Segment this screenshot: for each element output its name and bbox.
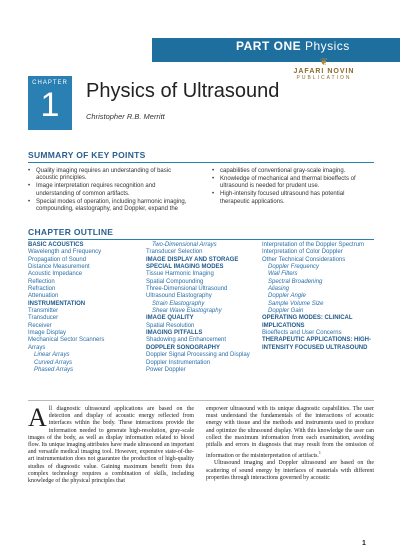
summary-point-continued: • capabilities of conventional gray-scale imaging.	[212, 168, 374, 175]
outline-link[interactable]: Tissue Harmonic Imaging	[146, 271, 214, 278]
outline-link[interactable]: Attenuation	[28, 293, 59, 300]
outline-link[interactable]: Transducer Selection	[146, 249, 203, 256]
outline-section[interactable]: OPERATING MODES: CLINICAL IMPLICATIONS	[262, 315, 353, 329]
summary-heading: SUMMARY OF KEY POINTS	[28, 150, 146, 160]
summary-point: • High-intensity focused ultrasound has potential therapeutic applications.	[212, 191, 374, 206]
outline-link[interactable]: Doppler Angle	[268, 293, 306, 300]
outline-heading: CHAPTER OUTLINE	[28, 227, 114, 237]
outline-link[interactable]: Spatial Compounding	[146, 278, 204, 285]
outline-link[interactable]: Power Doppler	[146, 366, 186, 373]
chapter-label: CHAPTER	[32, 80, 68, 86]
outline-link[interactable]: Receiver	[28, 322, 52, 329]
publisher-subtitle: PUBLICATION	[296, 75, 352, 81]
outline-column-1	[28, 242, 146, 374]
body-column-left	[28, 403, 194, 485]
summary-point: • Special modes of operation, including harmonic imaging, compounding, elastography, and Doppler, expand the	[28, 199, 194, 214]
outline-link[interactable]: Spectral Broadening	[268, 278, 323, 285]
summary-point: • Knowledge of mechanical and thermal bioeffects of ultrasound is needed for prudent use.	[212, 176, 374, 191]
outline-link[interactable]: Ultrasound Elastography	[146, 293, 212, 300]
drop-cap: A	[28, 403, 47, 432]
summary-point: • Image interpretation requires recognition and understanding of common artifacts.	[28, 183, 194, 198]
outline-link[interactable]: Interpretation of Color Doppler	[262, 249, 343, 256]
summary-rule	[28, 162, 374, 163]
outline-link[interactable]: Reflection	[28, 278, 55, 285]
outline-link[interactable]: Doppler Signal Processing and Display	[146, 352, 250, 359]
outline-section[interactable]: SPECIAL IMAGING MODES	[146, 264, 224, 271]
outline-link[interactable]: Transducer	[28, 315, 59, 322]
citation-marker: 1	[318, 450, 321, 456]
outline-link[interactable]: Doppler Instrumentation	[146, 359, 211, 366]
outline-link[interactable]: Interpretation of the Doppler Spectrum	[262, 242, 365, 248]
outline-link[interactable]: Acoustic Impedance	[28, 271, 83, 278]
outline-link[interactable]: Refraction	[28, 286, 56, 293]
publisher-name: JAFARI NOVIN	[293, 68, 355, 75]
outline-link[interactable]: Doppler Gain	[268, 308, 304, 315]
part-number: PART ONE	[236, 39, 302, 53]
chapter-author: Christopher R.B. Merritt	[86, 112, 165, 121]
outline-link[interactable]: Transmitter	[28, 308, 59, 315]
chapter-badge	[28, 76, 72, 130]
outline-link[interactable]: Shadowing and Enhancement	[146, 337, 227, 344]
outline-link[interactable]: Phased Arrays	[34, 366, 74, 373]
outline-link[interactable]: Linear Arrays	[34, 352, 70, 359]
outline-link[interactable]: Spatial Resolution	[146, 322, 195, 329]
chapter-title: Physics of Ultrasound	[86, 80, 280, 102]
outline-column-2	[146, 242, 260, 374]
outline-link[interactable]: Curved Arrays	[34, 359, 73, 366]
outline-link[interactable]: Propagation of Sound	[28, 256, 87, 263]
outline-link[interactable]: Shear Wave Elastography	[152, 308, 222, 315]
publisher-emblem-icon: ❦	[319, 57, 329, 68]
part-name: Physics	[301, 39, 350, 53]
outline-link[interactable]: Mechanical Sector Scanners	[28, 337, 105, 344]
body-paragraph: Ultrasound imaging and Doppler ultrasound are based on the scattering of sound energy by interfaces of materials with different properties through interactions governed by acoustic	[206, 460, 374, 481]
body-paragraph: ll diagnostic ultrasound applications are based on the detection and display of acoustic energy reflected from interfaces within the body. These interactions provide the information needed to generate high-resolution, gray-scale images of the body, as well as display information related to blood flow. Its unique imaging attributes have made ultrasound an important and versatile medical imaging tool. However, expensive state-of-the-art instrumentation does not guarantee the production of high-quality studies of diagnostic value. Gaining maximum benefit from this complex technology requires a combination of skills, including knowledge of the physical principles that	[28, 406, 194, 485]
body-column-right	[206, 406, 374, 482]
summary-list-left	[28, 168, 194, 214]
outline-link[interactable]: Aliasing	[268, 286, 290, 293]
outline-link[interactable]: Three-Dimensional Ultrasound	[146, 286, 228, 293]
outline-link[interactable]: Wall Filters	[268, 271, 298, 278]
outline-column-3	[262, 242, 378, 352]
outline-link[interactable]: Doppler Frequency	[268, 264, 320, 271]
body-paragraph: empower ultrasound with its unique diagnostic capabilities. The user must understand the fundamentals of the interactions of acoustic energy with tissue and the methods and instruments used to produce and optimize the ultrasound display. With this knowledge the user can collect the maximum information from each examination, avoiding pitfalls and errors in diagnosis that may result from the omission of information or the misinterpretation of artifacts.$^1$	[206, 406, 374, 460]
chapter-number: 1	[40, 86, 60, 124]
outline-section[interactable]: DOPPLER SONOGRAPHY	[146, 344, 221, 351]
outline-link[interactable]: Sample Volume Size	[268, 300, 324, 307]
outline-link[interactable]: Strain Elastography	[152, 300, 205, 307]
outline-section[interactable]: THERAPEUTIC APPLICATIONS: HIGH-INTENSITY FOCUSED ULTRASOUND	[262, 337, 371, 351]
outline-link[interactable]: Two-Dimensional Arrays	[152, 242, 217, 248]
summary-point: • Quality imaging requires an understanding of basic acoustic principles.	[28, 168, 194, 183]
publisher-logo	[276, 58, 372, 98]
outline-link[interactable]: Bioeffects and User Concerns	[262, 330, 342, 337]
part-label	[236, 39, 350, 53]
outline-section[interactable]: BASIC ACOUSTICS	[28, 242, 84, 248]
outline-rule	[28, 239, 374, 240]
outline-link[interactable]: Arrays	[28, 344, 46, 351]
outline-section[interactable]: IMAGING PITFALLS	[146, 330, 203, 337]
outline-section[interactable]: IMAGE QUALITY	[146, 315, 194, 322]
outline-section[interactable]: IMAGE DISPLAY AND STORAGE	[146, 256, 239, 263]
outline-link[interactable]: Other Technical Considerations	[262, 256, 346, 263]
page-number: 1	[362, 540, 366, 547]
summary-list-right	[212, 168, 374, 207]
outline-link[interactable]: Distance Measurement	[28, 264, 90, 271]
body-divider	[28, 400, 374, 401]
outline-link[interactable]: Wavelength and Frequency	[28, 249, 102, 256]
outline-section[interactable]: INSTRUMENTATION	[28, 300, 86, 307]
outline-link[interactable]: Image Display	[28, 330, 67, 337]
